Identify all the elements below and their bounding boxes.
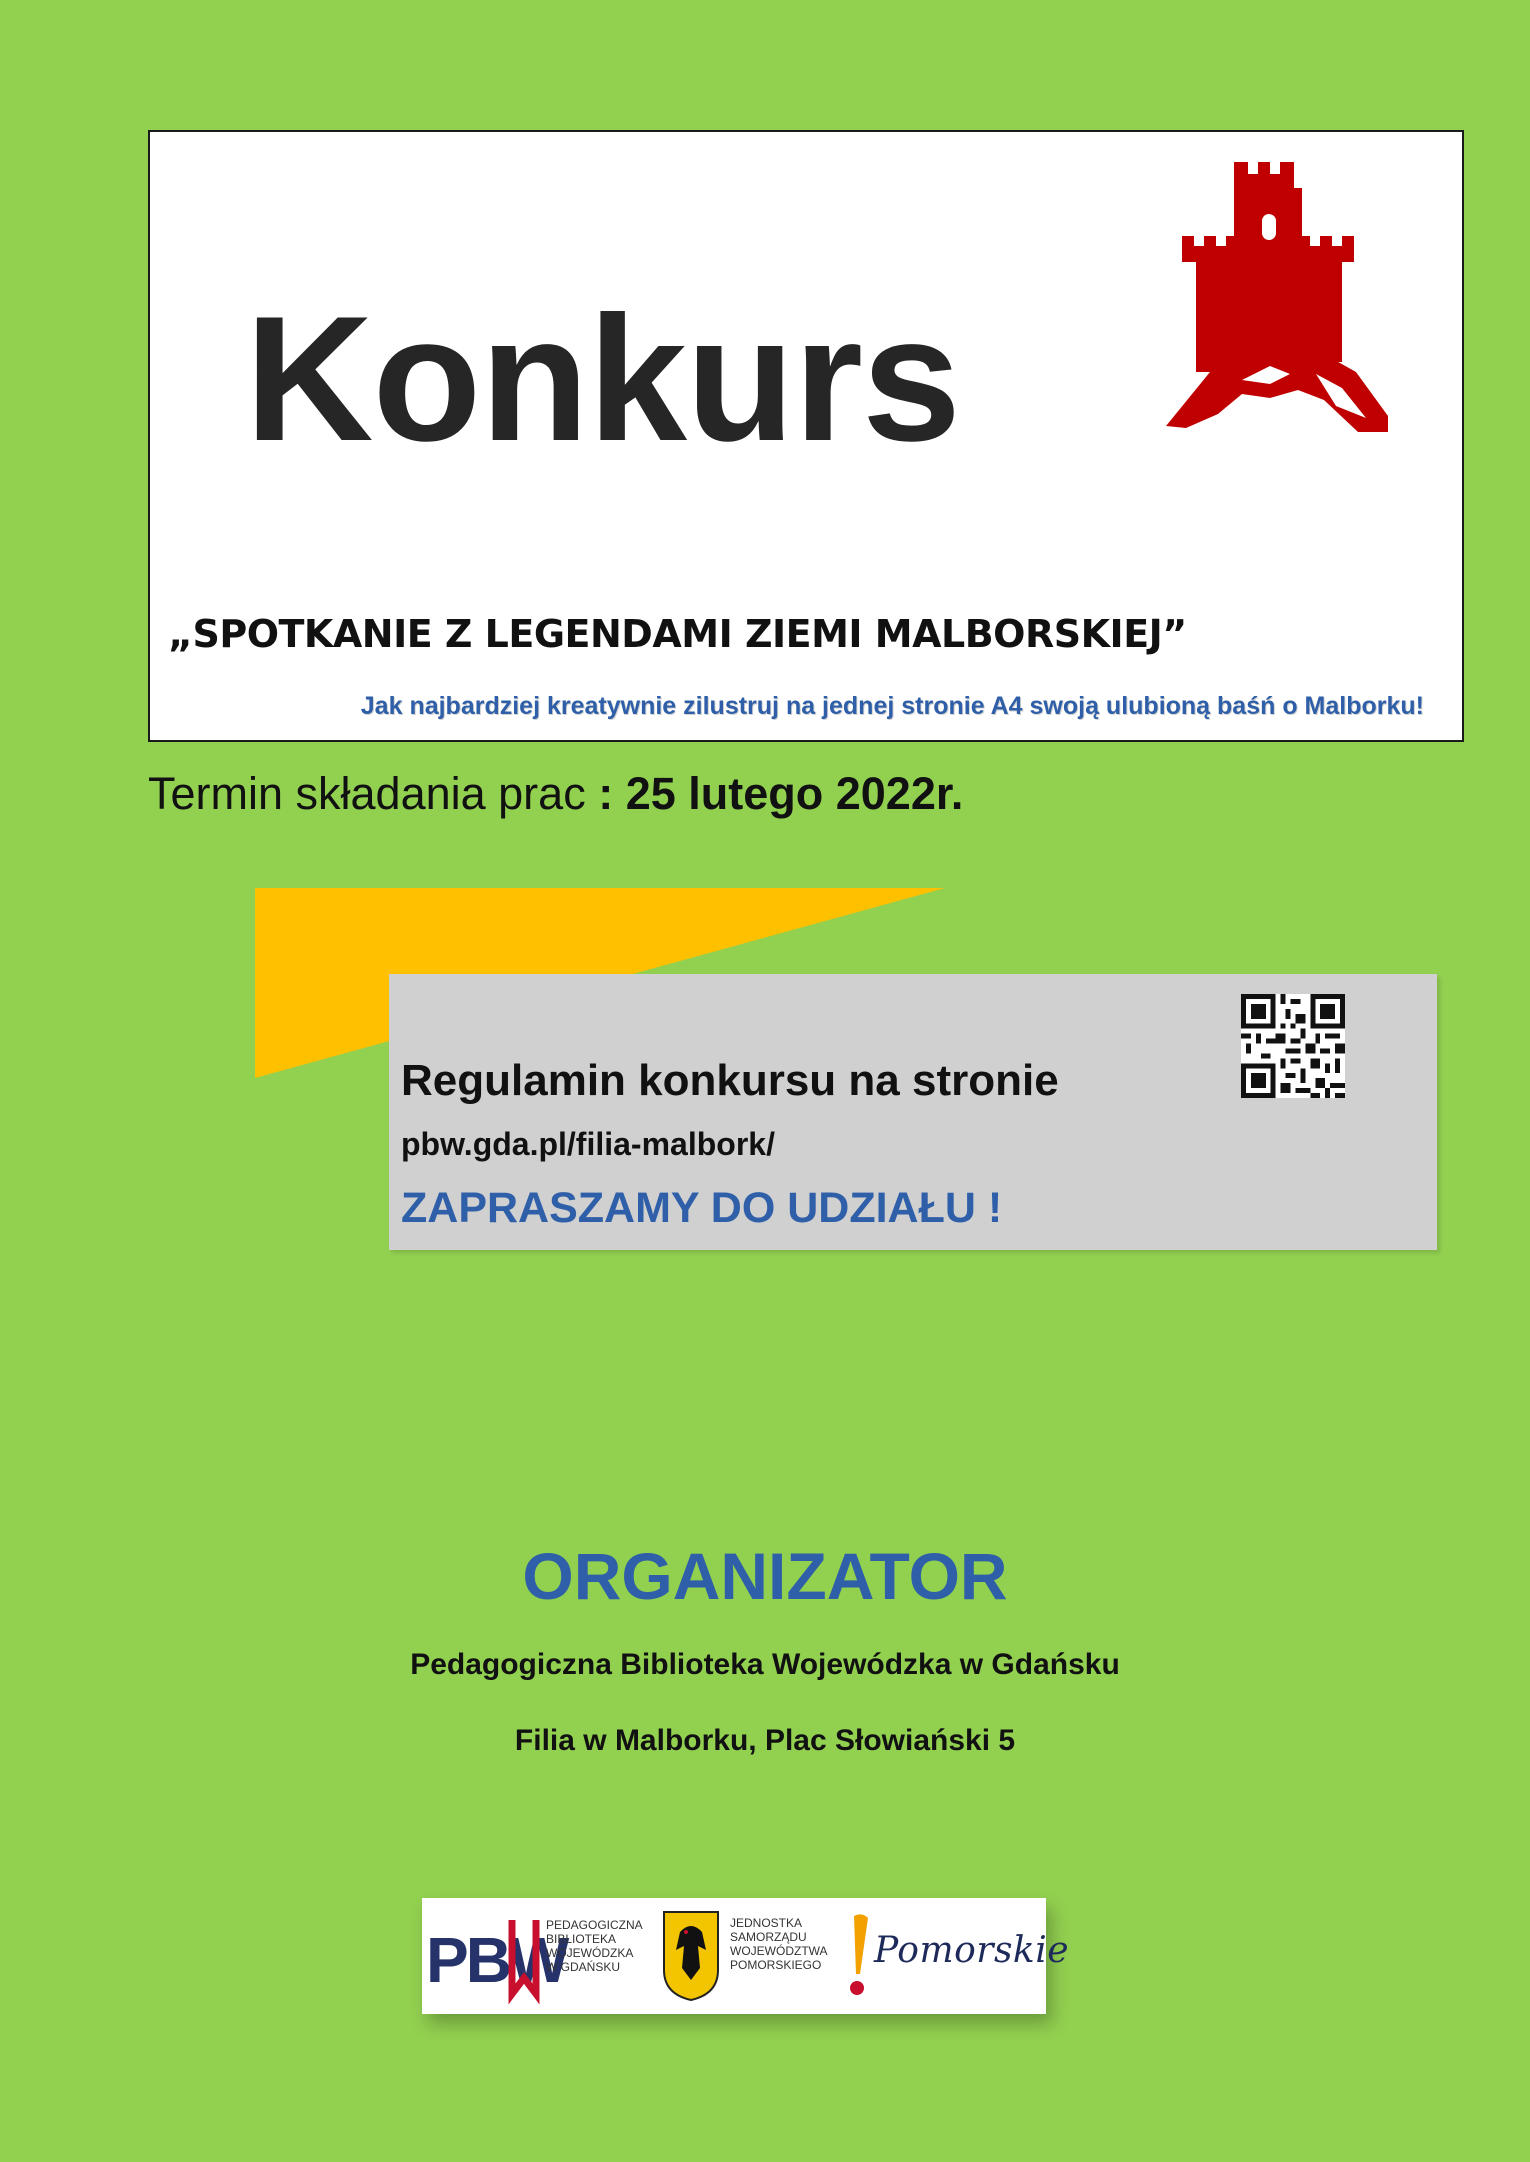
deadline-date: 25 lutego 2022r. xyxy=(625,768,964,819)
contest-tagline: Jak najbardziej kreatywnie zilustruj na jednej stronie A4 swoją ulubioną baśń o Malborku! xyxy=(360,692,1424,720)
pbw-line: W GDAŃSKU xyxy=(546,1960,621,1974)
organizer-name: Pedagogiczna Biblioteka Wojewódzka w Gdańsku xyxy=(410,1648,1120,1681)
deadline-separator: : xyxy=(585,768,626,819)
unit-line: POMORSKIEGO xyxy=(730,1958,822,1972)
deadline-label: Termin składania prac xyxy=(148,768,586,819)
unit-line: WOJEWÓDZTWA xyxy=(730,1944,828,1958)
exclamation-mark-icon xyxy=(848,1912,872,2000)
poster-title: Konkurs xyxy=(245,279,960,478)
title-box xyxy=(148,130,1464,742)
organizer-heading: ORGANIZATOR xyxy=(522,1539,1008,1613)
pomorskie-logo-text: Pomorskie xyxy=(874,1930,1070,1971)
unit-line: SAMORZĄDU xyxy=(730,1930,807,1944)
contest-subtitle: „SPOTKANIE Z LEGENDAMI ZIEMI MALBORSKIEJ” xyxy=(168,612,1187,656)
sponsor-logos-strip xyxy=(422,1898,1070,2014)
deadline xyxy=(148,768,963,820)
pbw-line: BIBLIOTEKA xyxy=(546,1932,617,1946)
pbw-line: WOJEWÓDZKA xyxy=(546,1946,634,1960)
unit-line: JEDNOSTKA xyxy=(730,1916,803,1930)
pomorskie-crest-icon xyxy=(662,1910,720,2002)
pbw-logo-letters: PBW xyxy=(426,1924,567,1996)
pbw-logo xyxy=(426,1908,567,2004)
pbw-line: PEDAGOGICZNA xyxy=(546,1918,643,1932)
invite-text: ZAPRASZAMY DO UDZIAŁU ! xyxy=(401,1184,1003,1232)
pbw-logo-text xyxy=(546,1918,643,1974)
rules-heading: Regulamin konkursu na stronie xyxy=(401,1056,1059,1105)
rules-url[interactable]: pbw.gda.pl/filia-malbork/ xyxy=(401,1126,775,1162)
qr-code-icon[interactable] xyxy=(1241,994,1345,1098)
rules-info-box xyxy=(389,974,1437,1250)
unit-logo-text xyxy=(730,1916,828,1972)
malbork-castle-icon xyxy=(1166,162,1388,432)
organizer-address: Filia w Malborku, Plac Słowiański 5 xyxy=(514,1724,1016,1757)
